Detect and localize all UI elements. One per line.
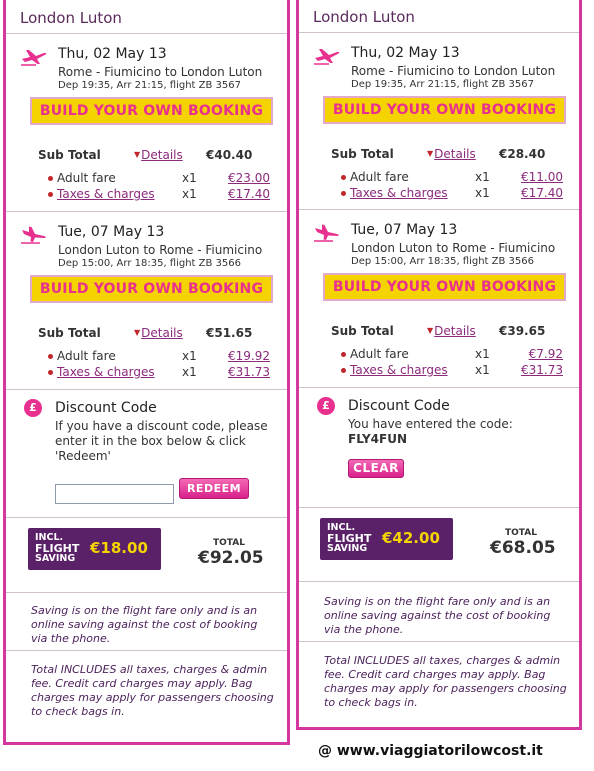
details-link[interactable] — [427, 324, 476, 338]
subtotal-amount: €40.40 — [206, 148, 253, 162]
subtotal-row — [38, 326, 268, 342]
discount-title: Discount Code — [55, 400, 157, 416]
flight-saving-badge — [28, 528, 161, 570]
subtotal-row — [38, 148, 268, 164]
flight-date: Tue, 07 May 13 — [351, 222, 458, 238]
saving-amount: €18.00 — [90, 539, 148, 557]
subtotal-amount: €39.65 — [499, 324, 546, 338]
taxes-link[interactable]: Taxes & charges — [350, 186, 448, 200]
subtotal-label: Sub Total — [331, 324, 394, 338]
total-note: Total INCLUDES all taxes, charges & admin fee. Credit card charges may apply. Bag charges may apply for passengers choosing to check bags in. — [324, 654, 567, 709]
subtotal-amount: €51.65 — [206, 326, 253, 340]
fare-amount-link[interactable]: €11.00 — [521, 170, 563, 184]
fare-qty: x1 — [182, 349, 197, 363]
bullet-icon — [341, 352, 346, 357]
booking-panel-before — [3, 0, 290, 745]
discount-code-value: FLY4FUN — [348, 432, 407, 446]
fare-name: Adult fare — [57, 171, 116, 185]
discount-code-input[interactable] — [55, 484, 174, 504]
total-section — [299, 508, 579, 582]
fare-row — [341, 363, 571, 378]
total-amount: €68.05 — [490, 538, 556, 558]
fare-qty: x1 — [182, 187, 197, 201]
total-label: TOTAL — [505, 528, 537, 538]
plane-takeoff-icon — [313, 47, 341, 65]
subtotal-row — [331, 147, 561, 163]
fare-row — [341, 186, 571, 201]
taxes-link[interactable]: Taxes & charges — [350, 363, 448, 377]
clear-button[interactable]: CLEAR — [348, 459, 404, 478]
saving-note: Saving is on the flight fare only and is an online saving against the cost of booking via the phone. — [299, 582, 579, 642]
bullet-icon — [48, 176, 53, 181]
fare-qty: x1 — [475, 186, 490, 200]
fare-qty: x1 — [475, 347, 490, 361]
saving-label: INCL. FLIGHT SAVING — [35, 532, 80, 564]
flight-route: London Luton to Rome - Fiumicino — [351, 241, 556, 255]
fare-row — [341, 170, 571, 185]
saving-note: Saving is on the flight fare only and is an online saving against the cost of booking via the phone. — [6, 593, 287, 651]
return-flight — [6, 212, 287, 390]
total-amount: €92.05 — [198, 548, 264, 568]
plane-landing-icon — [313, 224, 341, 242]
flight-date: Thu, 02 May 13 — [58, 46, 167, 62]
plane-takeoff-icon — [20, 48, 48, 66]
plane-landing-icon — [20, 226, 48, 244]
flight-route: Rome - Fiumicino to London Luton — [58, 65, 263, 79]
fare-name: Adult fare — [350, 170, 409, 184]
details-label: Details — [434, 324, 476, 338]
bullet-icon — [48, 354, 53, 359]
fare-qty: x1 — [475, 363, 490, 377]
redeem-button[interactable]: REDEEM — [179, 478, 249, 499]
discount-confirmation: You have entered the code: — [348, 417, 513, 431]
discount-section — [299, 388, 579, 508]
outbound-flight — [6, 34, 287, 212]
subtotal-label: Sub Total — [38, 148, 101, 162]
booking-panel-after — [296, 0, 582, 730]
build-booking-button[interactable]: BUILD YOUR OWN BOOKING — [30, 275, 273, 303]
saving-label: INCL. FLIGHT SAVING — [327, 522, 372, 554]
fare-qty: x1 — [475, 170, 490, 184]
fare-row — [48, 365, 278, 380]
triangle-down-icon: ▼ — [134, 328, 141, 337]
fare-amount-link[interactable]: €23.00 — [228, 171, 270, 185]
total-section — [6, 518, 287, 593]
flight-info: Dep 15:00, Arr 18:35, flight ZB 3566 — [351, 256, 534, 267]
bullet-icon — [341, 175, 346, 180]
website-watermark: @ www.viaggiatorilowcost.it — [318, 743, 543, 759]
details-link[interactable] — [134, 326, 183, 340]
discount-title: Discount Code — [348, 398, 450, 414]
fare-row — [48, 349, 278, 364]
fare-amount-link[interactable]: €31.73 — [228, 365, 270, 379]
discount-instructions: If you have a discount code, please enter it in the box below & click 'Redeem' — [55, 419, 268, 463]
panel-title: London Luton — [299, 0, 579, 33]
fare-name: Adult fare — [57, 349, 116, 363]
fare-row — [48, 187, 278, 202]
build-booking-button[interactable]: BUILD YOUR OWN BOOKING — [323, 273, 566, 301]
discount-section — [6, 390, 287, 518]
flight-route: London Luton to Rome - Fiumicino — [58, 243, 263, 257]
details-link[interactable] — [427, 147, 476, 161]
details-label: Details — [141, 148, 183, 162]
fare-qty: x1 — [182, 171, 197, 185]
flight-date: Thu, 02 May 13 — [351, 45, 460, 61]
fare-amount-link[interactable]: €7.92 — [528, 347, 563, 361]
pound-coin-icon: £ — [317, 397, 335, 415]
flight-info: Dep 19:35, Arr 21:15, flight ZB 3567 — [58, 80, 241, 91]
subtotal-amount: €28.40 — [499, 147, 546, 161]
fare-row — [341, 347, 571, 362]
taxes-link[interactable]: Taxes & charges — [57, 187, 155, 201]
subtotal-row — [331, 324, 561, 340]
taxes-link[interactable]: Taxes & charges — [57, 365, 155, 379]
flight-info: Dep 15:00, Arr 18:35, flight ZB 3566 — [58, 258, 241, 269]
details-label: Details — [141, 326, 183, 340]
fare-amount-link[interactable]: €17.40 — [228, 187, 270, 201]
triangle-down-icon: ▼ — [134, 150, 141, 159]
flight-route: Rome - Fiumicino to London Luton — [351, 64, 556, 78]
bullet-icon — [341, 368, 346, 373]
return-flight — [299, 210, 579, 388]
total-note: Total INCLUDES all taxes, charges & admin fee. Credit card charges may apply. Bag charges may apply for passengers choosing to check bags in. — [31, 663, 274, 718]
fare-name: Adult fare — [350, 347, 409, 361]
fare-amount-link[interactable]: €17.40 — [521, 186, 563, 200]
subtotal-label: Sub Total — [331, 147, 394, 161]
fare-row — [48, 171, 278, 186]
flight-date: Tue, 07 May 13 — [58, 224, 165, 240]
panel-title: London Luton — [6, 0, 287, 34]
build-booking-button[interactable]: BUILD YOUR OWN BOOKING — [323, 96, 566, 124]
build-booking-button[interactable]: BUILD YOUR OWN BOOKING — [30, 97, 273, 125]
details-link[interactable] — [134, 148, 183, 162]
total-label: TOTAL — [213, 538, 245, 548]
fare-qty: x1 — [182, 365, 197, 379]
bullet-icon — [341, 191, 346, 196]
bullet-icon — [48, 192, 53, 197]
flight-saving-badge — [320, 518, 453, 560]
subtotal-label: Sub Total — [38, 326, 101, 340]
triangle-down-icon: ▼ — [427, 326, 434, 335]
fare-amount-link[interactable]: €19.92 — [228, 349, 270, 363]
pound-coin-icon: £ — [24, 399, 42, 417]
flight-info: Dep 19:35, Arr 21:15, flight ZB 3567 — [351, 79, 534, 90]
saving-amount: €42.00 — [382, 529, 440, 547]
bullet-icon — [48, 370, 53, 375]
fare-amount-link[interactable]: €31.73 — [521, 363, 563, 377]
details-label: Details — [434, 147, 476, 161]
triangle-down-icon: ▼ — [427, 149, 434, 158]
outbound-flight — [299, 33, 579, 210]
